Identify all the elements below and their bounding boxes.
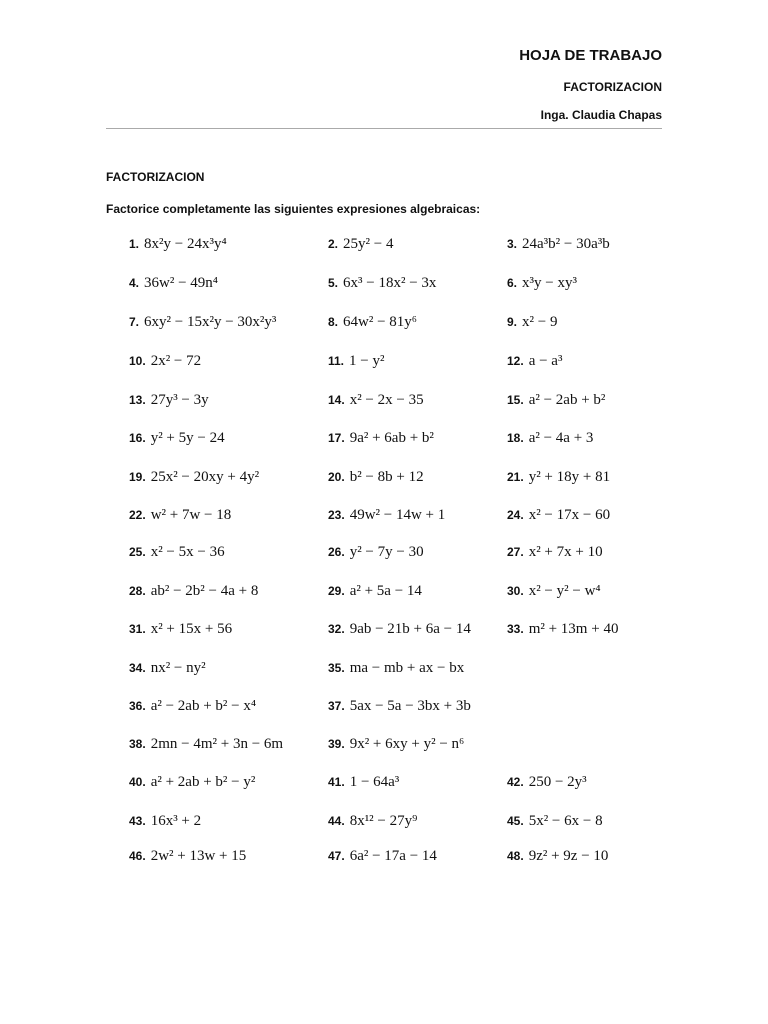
problem-23 [328, 507, 445, 524]
problem-expression: 24a³b² − 30a³b [522, 236, 610, 252]
problem-expression: x² − y² − w⁴ [528, 583, 601, 599]
problem-expression: a² − 4a + 3 [528, 430, 594, 446]
problem-number: 11. [328, 354, 345, 368]
problem-5 [328, 275, 436, 292]
problem-expression: x² − 9 [522, 314, 558, 330]
problem-15 [507, 392, 605, 409]
section-title: FACTORIZACION [106, 170, 205, 184]
problem-11 [328, 353, 385, 370]
problem-48 [507, 848, 608, 865]
problem-expression: w² + 7w − 18 [150, 507, 232, 523]
header-divider [106, 128, 662, 129]
problem-expression: 5ax − 5a − 3bx + 3b [349, 698, 471, 714]
problem-expression: 9x² + 6xy + y² − n⁶ [349, 736, 465, 752]
problem-expression: 25y² − 4 [343, 236, 394, 252]
problem-number: 24. [507, 508, 524, 522]
problem-33 [507, 621, 618, 638]
problem-expression: 64w² − 81y⁶ [343, 314, 418, 330]
problem-number: 25. [129, 545, 146, 559]
problem-number: 48. [507, 849, 524, 863]
problem-expression: x³y − xy³ [522, 275, 577, 291]
problem-expression: y² + 5y − 24 [150, 430, 225, 446]
problem-expression: nx² − ny² [150, 660, 206, 676]
problem-number: 15. [507, 393, 524, 407]
problem-expression: ab² − 2b² − 4a + 8 [150, 583, 259, 599]
problem-number: 38. [129, 737, 146, 751]
problem-number: 31. [129, 622, 146, 636]
problem-number: 28. [129, 584, 146, 598]
problem-number: 33. [507, 622, 524, 636]
problem-number: 22. [129, 508, 146, 522]
problem-expression: x² + 15x + 56 [150, 621, 233, 637]
problem-45 [507, 813, 603, 830]
problem-1 [129, 236, 227, 253]
problem-43 [129, 813, 201, 830]
problem-number: 19. [129, 470, 146, 484]
problem-expression: a² + 5a − 14 [349, 583, 422, 599]
problem-number: 12. [507, 354, 524, 368]
problem-expression: 2x² − 72 [150, 353, 202, 369]
problem-number: 41. [328, 775, 345, 789]
problem-expression: 9ab − 21b + 6a − 14 [349, 621, 471, 637]
problem-number: 39. [328, 737, 345, 751]
problem-expression: y² − 7y − 30 [349, 544, 424, 560]
worksheet-author: Inga. Claudia Chapas [540, 108, 662, 122]
problem-30 [507, 583, 601, 600]
problem-44 [328, 813, 417, 830]
problem-number: 45. [507, 814, 524, 828]
problem-number: 6. [507, 276, 518, 290]
problem-number: 2. [328, 237, 339, 251]
problem-expression: ma − mb + ax − bx [349, 660, 465, 676]
problem-number: 10. [129, 354, 146, 368]
problem-22 [129, 507, 231, 524]
problem-28 [129, 583, 258, 600]
problem-expression: 2w² + 13w + 15 [150, 848, 247, 864]
problem-number: 32. [328, 622, 345, 636]
problem-3 [507, 236, 610, 253]
problem-expression: y² + 18y + 81 [528, 469, 611, 485]
problem-expression: 8x¹² − 27y⁹ [349, 813, 418, 829]
problem-number: 46. [129, 849, 146, 863]
problem-21 [507, 469, 610, 486]
problem-7 [129, 314, 276, 331]
problem-expression: x² − 5x − 36 [150, 544, 225, 560]
problem-expression: 1 − y² [349, 353, 385, 369]
problem-expression: 36w² − 49n⁴ [144, 275, 219, 291]
problem-number: 30. [507, 584, 524, 598]
problem-36 [129, 698, 256, 715]
problem-number: 1. [129, 237, 140, 251]
problem-expression: 2mn − 4m² + 3n − 6m [150, 736, 284, 752]
problem-number: 34. [129, 661, 146, 675]
problem-expression: 27y³ − 3y [150, 392, 209, 408]
problem-number: 23. [328, 508, 345, 522]
problem-38 [129, 736, 283, 753]
problem-number: 27. [507, 545, 524, 559]
problem-47 [328, 848, 437, 865]
worksheet-subtitle: FACTORIZACION [563, 80, 662, 94]
problem-25 [129, 544, 225, 561]
problem-expression: 6x³ − 18x² − 3x [343, 275, 437, 291]
problem-24 [507, 507, 610, 524]
problem-expression: 6a² − 17a − 14 [349, 848, 437, 864]
problem-12 [507, 353, 562, 370]
problem-number: 47. [328, 849, 345, 863]
problem-expression: 6xy² − 15x²y − 30x²y³ [144, 314, 277, 330]
problem-16 [129, 430, 225, 447]
problem-8 [328, 314, 417, 331]
problem-46 [129, 848, 246, 865]
worksheet-title: HOJA DE TRABAJO [519, 47, 662, 64]
problem-expression: 1 − 64a³ [349, 774, 400, 790]
problem-37 [328, 698, 471, 715]
problem-expression: b² − 8b + 12 [349, 469, 424, 485]
problem-number: 16. [129, 431, 146, 445]
problem-number: 37. [328, 699, 345, 713]
problem-number: 43. [129, 814, 146, 828]
problem-number: 35. [328, 661, 345, 675]
problem-number: 44. [328, 814, 345, 828]
instruction-text: Factorice completamente las siguientes expresiones algebraicas: [106, 202, 481, 216]
problem-17 [328, 430, 434, 447]
problem-2 [328, 236, 393, 253]
problem-number: 8. [328, 315, 339, 329]
problem-number: 20. [328, 470, 345, 484]
problem-expression: 5x² − 6x − 8 [528, 813, 603, 829]
problem-number: 9. [507, 315, 518, 329]
problem-42 [507, 774, 587, 791]
problem-expression: 250 − 2y³ [528, 774, 587, 790]
problem-expression: a² − 2ab + b² [528, 392, 606, 408]
problem-expression: 49w² − 14w + 1 [349, 507, 446, 523]
problem-19 [129, 469, 259, 486]
problem-number: 4. [129, 276, 140, 290]
problem-expression: x² − 17x − 60 [528, 507, 611, 523]
problem-32 [328, 621, 471, 638]
problem-29 [328, 583, 422, 600]
problem-expression: m² + 13m + 40 [528, 621, 619, 637]
problem-number: 42. [507, 775, 524, 789]
problem-expression: x² − 2x − 35 [349, 392, 424, 408]
problem-number: 21. [507, 470, 524, 484]
problem-number: 17. [328, 431, 345, 445]
problem-expression: 9a² + 6ab + b² [349, 430, 434, 446]
problem-expression: 9z² + 9z − 10 [528, 848, 609, 864]
problem-number: 5. [328, 276, 339, 290]
problem-number: 7. [129, 315, 140, 329]
problem-40 [129, 774, 255, 791]
problem-number: 14. [328, 393, 345, 407]
problem-10 [129, 353, 201, 370]
problem-number: 26. [328, 545, 345, 559]
problem-6 [507, 275, 577, 292]
problem-34 [129, 660, 206, 677]
problem-4 [129, 275, 218, 292]
problem-number: 36. [129, 699, 146, 713]
problem-expression: x² + 7x + 10 [528, 544, 603, 560]
problem-number: 13. [129, 393, 146, 407]
problem-number: 29. [328, 584, 345, 598]
problem-27 [507, 544, 603, 561]
problem-39 [328, 736, 464, 753]
problem-13 [129, 392, 209, 409]
problem-31 [129, 621, 232, 638]
problem-expression: 25x² − 20xy + 4y² [150, 469, 260, 485]
problem-expression: 8x²y − 24x³y⁴ [144, 236, 227, 252]
problem-18 [507, 430, 593, 447]
problem-14 [328, 392, 424, 409]
problem-expression: a − a³ [528, 353, 563, 369]
problem-number: 3. [507, 237, 518, 251]
problem-number: 40. [129, 775, 146, 789]
problem-expression: a² − 2ab + b² − x⁴ [150, 698, 257, 714]
problem-9 [507, 314, 557, 331]
problem-41 [328, 774, 399, 791]
problem-number: 18. [507, 431, 524, 445]
problem-26 [328, 544, 424, 561]
problem-35 [328, 660, 464, 677]
problem-expression: a² + 2ab + b² − y² [150, 774, 256, 790]
problem-20 [328, 469, 424, 486]
problem-expression: 16x³ + 2 [150, 813, 202, 829]
